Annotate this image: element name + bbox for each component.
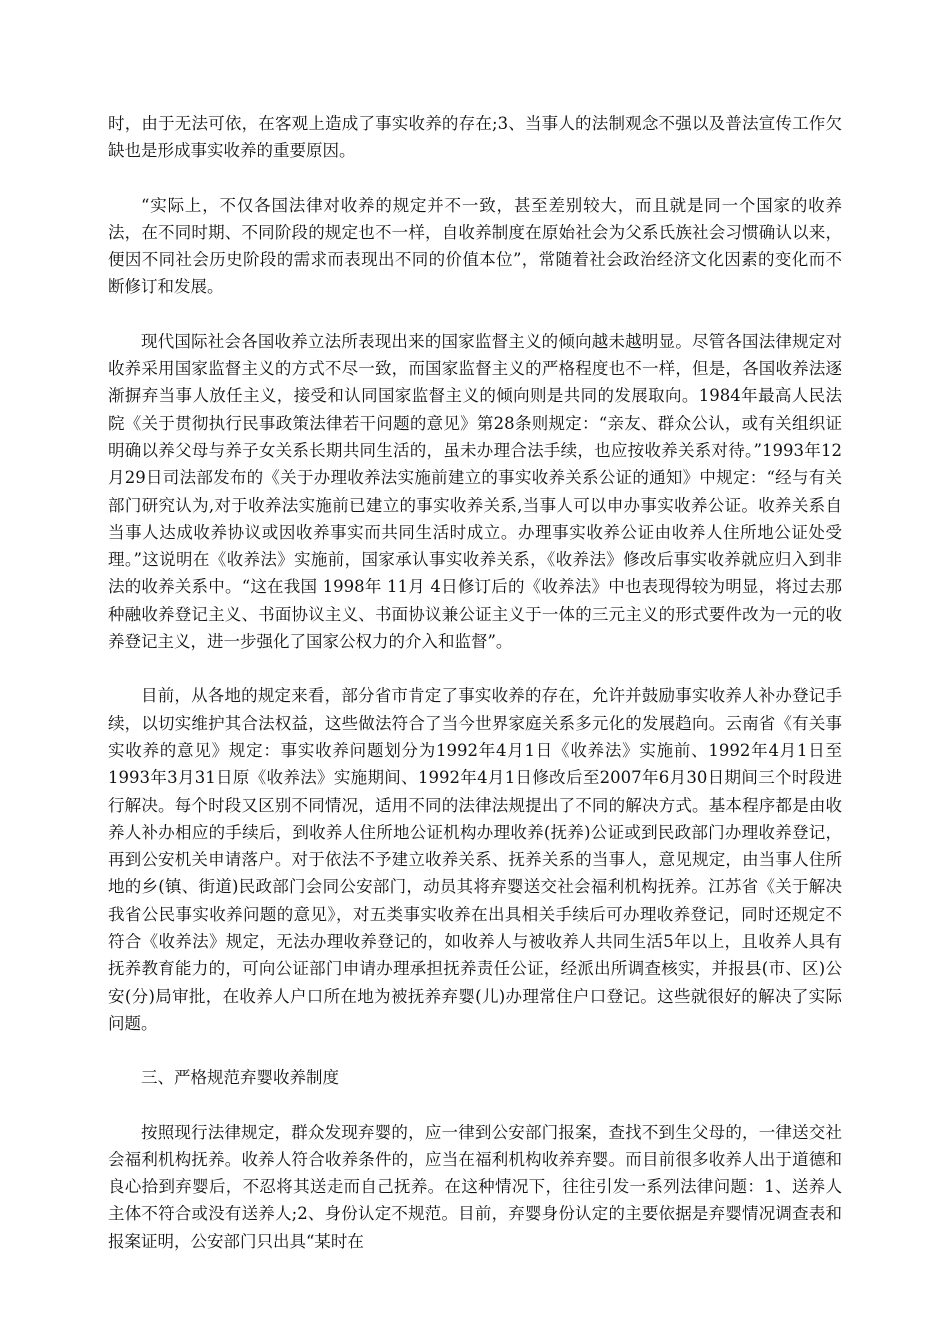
paragraph-3: 现代国际社会各国收养立法所表现出来的国家监督主义的倾向越未越明显。尽管各国法律规定对收养采用国家监督主义的方式不尽一致，而国家监督主义的严格程度也不一样，但是，各国收养法逐渐摒弃当事人放任主义，接受和认同国家监督主义的倾向则是共同的发展取向。1984年最高人民法院《关于贯彻执行民事政策法律若干问题的意见》第28条则规定：“亲友、群众公认，或有关组织证明确以养父母与养子女关系长期共同生活的，虽未办理合法手续，也应按收养关系对待。”1993年12月29日司法部发布的《关于办理收养法实施前建立的事实收养关系公证的通知》中规定：“经与有关部门研究认为,对于收养法实施前已建立的事实收养关系,当事人可以申办事实收养公证。收养关系自当事人达成收养协议或因收养事实而共同生活时成立。办理事实收养公证由收养人住所地公证处受理。”这说明在《收养法》实施前，国家承认事实收养关系，《收养法》修改后事实收养就应归入到非法的收养关系中。“这在我国 1998年 11月 4日修订后的《收养法》中也表现得较为明显，将过去那种融收养登记主义、书面协议主义、书面协议兼公证主义于一体的三元主义的形式要件改为一元的收养登记主义，进一步强化了国家公权力的介入和监督”。 [108,331,842,652]
paragraph-4: 目前，从各地的规定来看，部分省市肯定了事实收养的存在，允许并鼓励事实收养人补办登记手续，以切实维护其合法权益，这些做法符合了当今世界家庭关系多元化的发展趋向。云南省《有关事实收养的意见》规定：事实收养问题划分为1992年4月1日《收养法》实施前、1992年4月1日至1993年3月31日原《收养法》实施期间、1992年4月1日修改后至2007年6月30日期间三个时段进行解决。每个时段又区别不同情况，适用不同的法律法规提出了不同的解决方式。基本程序都是由收养人补办相应的手续后，到收养人住所地公证机构办理收养(抚养)公证或到民政部门办理收养登记，再到公安机关申请落户。对于依法不予建立收养关系、抚养关系的当事人，意见规定，由当事人住所地的乡(镇、街道)民政部门会同公安部门，动员其将弃婴送交社会福利机构抚养。江苏省《关于解决我省公民事实收养问题的意见》，对五类事实收养在出具相关手续后可办理收养登记，同时还规定不符合《收养法》规定，无法办理收养登记的，如收养人与被收养人共同生活5年以上，且收养人具有抚养教育能力的，可向公证部门申请办理承担抚养责任公证，经派出所调查核实，并报县(市、区)公安(分)局审批，在收养人户口所在地为被抚养弃婴(儿)办理常住户口登记。这些就很好的解决了实际问题。 [108,686,842,1033]
section-heading: 三、严格规范弃婴收养制度 [141,1068,339,1088]
document-page [108,110,842,1282]
paragraph-1: 时，由于无法可依，在客观上造成了事实收养的存在;3、当事人的法制观念不强以及普法宣传工作欠缺也是形成事实收养的重要原因。 [108,114,842,161]
paragraph-2: “实际上，不仅各国法律对收养的规定并不一致，甚至差别较大，而且就是同一个国家的收养法，在不同时期、不同阶段的规定也不一样，自收养制度在原始社会为父系氏族社会习惯确认以来，便因不同社会历史阶段的需求而表现出不同的价值本位”，常随着社会政治经济文化因素的变化而不断修订和发展。 [108,195,842,297]
paragraph-5: 按照现行法律规定，群众发现弃婴的，应一律到公安部门报案，查找不到生父母的，一律送交社会福利机构抚养。收养人符合收养条件的，应当在福利机构收养弃婴。而目前很多收养人出于道德和良心拾到弃婴后，不忍将其送走而自己抚养。在这种情况下，往往引发一系列法律问题：1、送养人主体不符合或没有送养人;2、身份认定不规范。目前，弃婴身份认定的主要依据是弃婴情况调查表和报案证明，公安部门只出具“某时在 [108,1122,842,1251]
